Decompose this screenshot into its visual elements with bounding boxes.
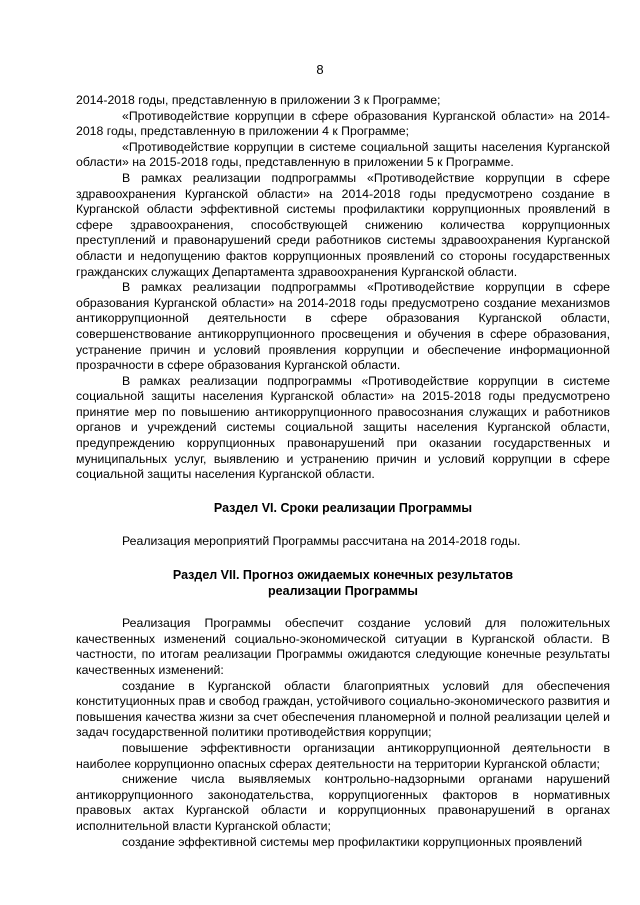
document-body [76, 93, 610, 850]
result-item-violations-reduction: снижение числа выявляемых контрольно-надзорными органами нарушений антикоррупционного законодательства, коррупциогенных факторов в нормативных правовых актах Курганской области и коррупционных правонарушений в органах исполнительной власти Курганской области; [76, 772, 610, 833]
result-item-efficiency: повышение эффективности организации антикоррупционной деятельности в наиболее коррупционно опасных сферах деятельности на территории Курганской области; [76, 740, 610, 771]
paragraph-appendix5: «Противодействие коррупции в системе социальной защиты населения Курганской области» на 2015-2018 годы, представленную в приложении 5 к Программе. [76, 139, 610, 170]
section-7-heading-line2: реализации Программы [268, 583, 418, 598]
paragraph-healthcare-subprogram: В рамках реализации подпрограммы «Противодействие коррупции в сфере здравоохранения Курганской области» на 2014-2018 годы предусмотрено создание в Курганской области эффективной системы профилактики коррупционных проявлений в сфере здравоохранения, способствующей снижению количества коррупционных преступлений и правонарушений среди работников системы здравоохранения Курганской области и недопущению фактов коррупционных проявлений со стороны государственных гражданских служащих Департамента здравоохранения Курганской области. [76, 170, 610, 279]
paragraph-appendix3: 2014-2018 годы, представленную в приложении 3 к Программе; [76, 93, 441, 107]
section-6-heading: Раздел VI. Сроки реализации Программы [213, 500, 473, 515]
result-item-prevention-system: создание эффективной системы мер профилактики коррупционных проявлений [122, 834, 583, 849]
section-7-heading [76, 568, 610, 599]
section-7-heading-line1: Раздел VII. Прогноз ожидаемых конечных результатов [172, 568, 514, 583]
result-item-favorable-conditions: создание в Курганской области благоприятных условий для обеспечения конституционных прав и свобод граждан, устойчивого социально-экономического развития и повышения качества жизни за счет обеспечения планомерной и полной реализации целей и задач государственной политики противодействия коррупции; [76, 678, 610, 740]
paragraph-social-protection-subprogram: В рамках реализации подпрограммы «Противодействие коррупции в системе социальной защиты населения Курганской области» на 2015-2018 годы предусмотрено принятие мер по повышению антикоррупционного правосознания служащих и работников органов и учреждений системы социальной защиты населения Курганской области, предупреждению коррупционных правонарушений при оказании государственных и муниципальных услуг, выявлению и устранению причин и условий коррупции в сфере социальной защиты населения Курганской области. [76, 373, 610, 482]
section-6-text: Реализация мероприятий Программы рассчитана на 2014-2018 годы. [122, 534, 521, 549]
section-7-intro: Реализация Программы обеспечит создание условий для положительных качественных изменений социально-экономической ситуации в Курганской области. В частности, по итогам реализации Программы ожидаются следующие конечные результаты качественных изменений: [76, 616, 610, 677]
paragraph-education-subprogram: В рамках реализации подпрограммы «Противодействие коррупции в сфере образования Курганской области» на 2014-2018 годы предусмотрено создание механизмов антикоррупционной деятельности в сфере образования Курганской области, совершенствование антикоррупционного просвещения и обучения в сфере образования, устранение причин и условий проявления коррупции и обеспечение информационной прозрачности в сфере образования Курганской области. [76, 280, 610, 373]
paragraph-appendix4: «Противодействие коррупции в сфере образования Курганской области» на 2014-2018 годы, представленную в приложении 4 к Программе; [76, 108, 610, 139]
page-number: 8 [316, 62, 324, 77]
